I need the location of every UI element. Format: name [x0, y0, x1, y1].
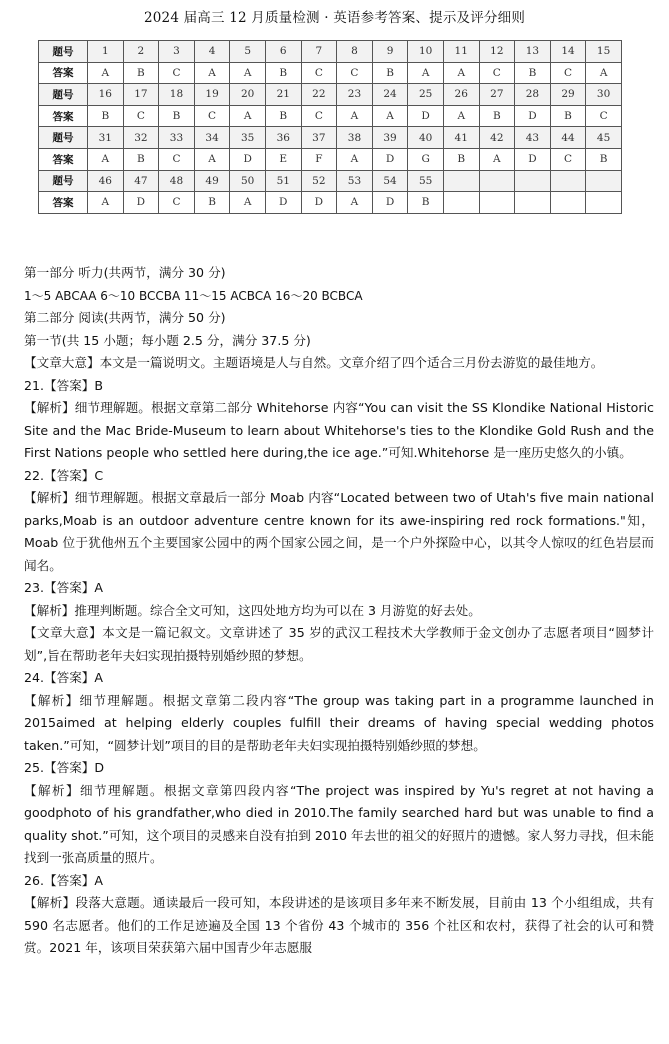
question-number-cell: 2: [123, 41, 159, 63]
answer-cell: G: [408, 148, 444, 170]
answer-cell: A: [479, 148, 515, 170]
answer-cell: C: [479, 62, 515, 84]
answer-cell: C: [337, 62, 373, 84]
answer-cell: F: [301, 148, 337, 170]
question-number-cell: 38: [337, 127, 373, 149]
answer-cell: D: [408, 105, 444, 127]
answer-cell: [586, 192, 622, 214]
question-number-cell: 8: [337, 41, 373, 63]
question-number-cell: 35: [230, 127, 266, 149]
row-label-answer: 答案: [39, 148, 88, 170]
answer-cell: A: [194, 62, 230, 84]
answer-cell: A: [230, 62, 266, 84]
answer-cell: C: [550, 148, 586, 170]
question-number-cell: 37: [301, 127, 337, 149]
question-number-cell: 47: [123, 170, 159, 192]
question-number-cell: [586, 170, 622, 192]
answer-cell: B: [88, 105, 124, 127]
q25-analysis: 【解析】细节理解题。根据文章第四段内容“The project was inspired by Yu's regret at not having a goodphoto of his grandfather,who died in 2010.The family searched hard but was unable to find a quality shot.”可知，这个项目的灵感来自没有拍到 2010 年去世的祖父的好照片的遗憾。家人努力寻找，但未能找到一张高质量的照片。: [24, 782, 654, 865]
q23-answer: 23.【答案】A: [24, 580, 104, 595]
answer-cell: B: [515, 62, 551, 84]
row-label-answer: 答案: [39, 105, 88, 127]
answer-cell: [515, 192, 551, 214]
answer-cell: [443, 192, 479, 214]
answer-cell: A: [230, 192, 266, 214]
question-number-cell: 51: [265, 170, 301, 192]
question-number-cell: 53: [337, 170, 373, 192]
question-number-cell: 34: [194, 127, 230, 149]
question-number-cell: 39: [372, 127, 408, 149]
answer-cell: E: [265, 148, 301, 170]
question-number-cell: 24: [372, 84, 408, 106]
question-number-cell: 6: [265, 41, 301, 63]
answer-cell: C: [301, 62, 337, 84]
row-label-number: 题号: [39, 127, 88, 149]
answer-row: [39, 62, 622, 84]
answer-cell: A: [88, 192, 124, 214]
row-label-number: 题号: [39, 170, 88, 192]
question-number-cell: 11: [443, 41, 479, 63]
question-number-cell: 29: [550, 84, 586, 106]
question-number-row: [39, 127, 622, 149]
part1-heading: 第一部分 听力(共两节，满分 30 分): [24, 265, 226, 280]
answer-cell: A: [88, 62, 124, 84]
question-number-cell: 17: [123, 84, 159, 106]
answer-cell: D: [230, 148, 266, 170]
q25-answer: 25.【答案】D: [24, 760, 105, 775]
question-number-cell: 50: [230, 170, 266, 192]
question-number-cell: 3: [159, 41, 195, 63]
part1-answers: 1～5 ABCAA 6～10 BCCBA 11～15 ACBCA 16～20 BCBCA: [24, 288, 363, 303]
question-number-cell: 7: [301, 41, 337, 63]
question-number-cell: [443, 170, 479, 192]
answer-cell: [479, 192, 515, 214]
q21-answer: 21.【答案】B: [24, 377, 104, 393]
question-number-cell: 23: [337, 84, 373, 106]
q26-analysis: 【解析】段落大意题。通读最后一段可知，本段讲述的是该项目多年来不断发展，目前由 13 个小组组成，共有 590 名志愿者。他们的工作足迹遍及全国 13 个省份 43 个城市的 356 个社区和农村，获得了社会的认可和赞赏。2021 年，该项目荣获第六届中国青少年志愿服: [24, 895, 654, 955]
question-number-cell: 41: [443, 127, 479, 149]
question-number-cell: 27: [479, 84, 515, 106]
question-number-row: [39, 170, 622, 192]
answer-table: [38, 40, 622, 214]
question-number-cell: 33: [159, 127, 195, 149]
q23-analysis: 【解析】推理判断题。综合全文可知，这四处地方均为可以在 3 月游览的好去处。: [24, 602, 481, 618]
row-label-answer: 答案: [39, 192, 88, 214]
q24-analysis: 【解析】细节理解题。根据文章第二段内容“The group was taking part in a programme launched in 2015aimed at helping elderly couples fulfill their dreams of having special wedding photos taken.”可知，“圆梦计划”项目的目的是帮助老年夫妇实现拍摄特别婚纱照的梦想。: [24, 692, 654, 753]
question-number-cell: 55: [408, 170, 444, 192]
answer-cell: C: [123, 105, 159, 127]
row-label-number: 题号: [39, 41, 88, 63]
q22-answer: 22.【答案】C: [24, 467, 104, 483]
answer-cell: B: [586, 148, 622, 170]
answer-cell: D: [301, 192, 337, 214]
answer-cell: C: [159, 148, 195, 170]
answer-cell: C: [301, 105, 337, 127]
answer-cell: B: [123, 62, 159, 84]
question-number-cell: 16: [88, 84, 124, 106]
answer-cell: B: [550, 105, 586, 127]
answer-cell: B: [479, 105, 515, 127]
answer-cell: A: [443, 105, 479, 127]
row-label-answer: 答案: [39, 62, 88, 84]
question-number-cell: 10: [408, 41, 444, 63]
answer-cell: A: [443, 62, 479, 84]
row-label-number: 题号: [39, 84, 88, 106]
question-number-cell: 36: [265, 127, 301, 149]
question-number-cell: 52: [301, 170, 337, 192]
question-number-cell: 9: [372, 41, 408, 63]
answer-cell: D: [123, 192, 159, 214]
answer-cell: A: [337, 105, 373, 127]
answer-cell: D: [515, 148, 551, 170]
answer-cell: C: [550, 62, 586, 84]
q21-analysis: 【解析】细节理解题。根据文章第二部分 Whitehorse 内容“You can visit the SS Klondike National Historic Site and the Mac Bride-Museum to learn about Whitehorse's ties to the Klondike Gold Rush and the First Nations people who settled here during,the ice age.”可知.Whitehorse 是一座历史悠久的小镇。: [24, 400, 654, 460]
answer-cell: [550, 192, 586, 214]
answer-cell: A: [194, 148, 230, 170]
question-number-cell: 44: [550, 127, 586, 149]
question-number-cell: 40: [408, 127, 444, 149]
question-number-cell: 21: [265, 84, 301, 106]
question-number-cell: 25: [408, 84, 444, 106]
question-number-cell: 45: [586, 127, 622, 149]
answer-cell: B: [123, 148, 159, 170]
question-number-cell: 28: [515, 84, 551, 106]
question-number-cell: 49: [194, 170, 230, 192]
answer-cell: B: [408, 192, 444, 214]
answer-cell: A: [230, 105, 266, 127]
question-number-cell: 46: [88, 170, 124, 192]
question-number-cell: 43: [515, 127, 551, 149]
question-number-cell: [515, 170, 551, 192]
question-number-cell: 12: [479, 41, 515, 63]
question-number-cell: 42: [479, 127, 515, 149]
question-number-cell: 31: [88, 127, 124, 149]
question-number-cell: 22: [301, 84, 337, 106]
question-number-cell: 32: [123, 127, 159, 149]
question-number-cell: [479, 170, 515, 192]
q22-analysis: 【解析】细节理解题。根据文章最后一部分 Moab 内容“Located between two of Utah's five main national parks,Moab is an outdoor adventure centre known for its awe-inspiring red rock formations."知，Moab 位于犹他州五个主要国家公园中的两个国家公园之间，是一个户外探险中心，以其令人惊叹的红色岩层而闻名。: [24, 490, 654, 573]
answer-cell: B: [159, 105, 195, 127]
answer-cell: A: [408, 62, 444, 84]
question-number-row: [39, 41, 622, 63]
answer-cell: B: [194, 192, 230, 214]
q24-answer: 24.【答案】A: [24, 670, 104, 685]
article1-summary: 【文章大意】本文是一篇说明文。主题语境是人与自然。文章介绍了四个适合三月份去游览的最佳地方。: [24, 355, 604, 370]
answer-cell: B: [372, 62, 408, 84]
question-number-cell: 30: [586, 84, 622, 106]
answer-cell: A: [372, 105, 408, 127]
answer-cell: D: [372, 192, 408, 214]
article2-summary: 【文章大意】本文是一篇记叙文。文章讲述了 35 岁的武汉工程技术大学教师于金文创办了志愿者项目“圆梦计划”,旨在帮助老年夫妇实现拍摄特别婚纱照的梦想。: [24, 625, 654, 663]
answer-cell: A: [586, 62, 622, 84]
question-number-cell: 5: [230, 41, 266, 63]
explanations: [24, 262, 654, 960]
answer-cell: B: [265, 62, 301, 84]
question-number-cell: 14: [550, 41, 586, 63]
answer-cell: C: [194, 105, 230, 127]
page-title: 2024 届高三 12 月质量检测 · 英语参考答案、提示及评分细则: [143, 10, 526, 26]
question-number-cell: 54: [372, 170, 408, 192]
answer-row: [39, 192, 622, 214]
answer-cell: A: [337, 148, 373, 170]
answer-cell: C: [159, 62, 195, 84]
question-number-cell: 20: [230, 84, 266, 106]
question-number-cell: 18: [159, 84, 195, 106]
question-number-cell: 13: [515, 41, 551, 63]
answer-cell: D: [265, 192, 301, 214]
answer-cell: A: [88, 148, 124, 170]
q26-answer: 26.【答案】A: [24, 872, 104, 888]
section1-heading: 第一节(共 15 小题；每小题 2.5 分，满分 37.5 分): [24, 332, 311, 348]
answer-cell: D: [515, 105, 551, 127]
question-number-cell: 19: [194, 84, 230, 106]
question-number-cell: 48: [159, 170, 195, 192]
answer-cell: C: [586, 105, 622, 127]
question-number-cell: 26: [443, 84, 479, 106]
answer-cell: B: [443, 148, 479, 170]
answer-cell: A: [337, 192, 373, 214]
answer-cell: D: [372, 148, 408, 170]
question-number-cell: [550, 170, 586, 192]
answer-row: [39, 148, 622, 170]
question-number-cell: 4: [194, 41, 230, 63]
answer-cell: C: [159, 192, 195, 214]
question-number-cell: 15: [586, 41, 622, 63]
answer-row: [39, 105, 622, 127]
question-number-row: [39, 84, 622, 106]
answer-cell: B: [265, 105, 301, 127]
part2-heading: 第二部分 阅读(共两节，满分 50 分): [24, 310, 226, 325]
question-number-cell: 1: [88, 41, 124, 63]
